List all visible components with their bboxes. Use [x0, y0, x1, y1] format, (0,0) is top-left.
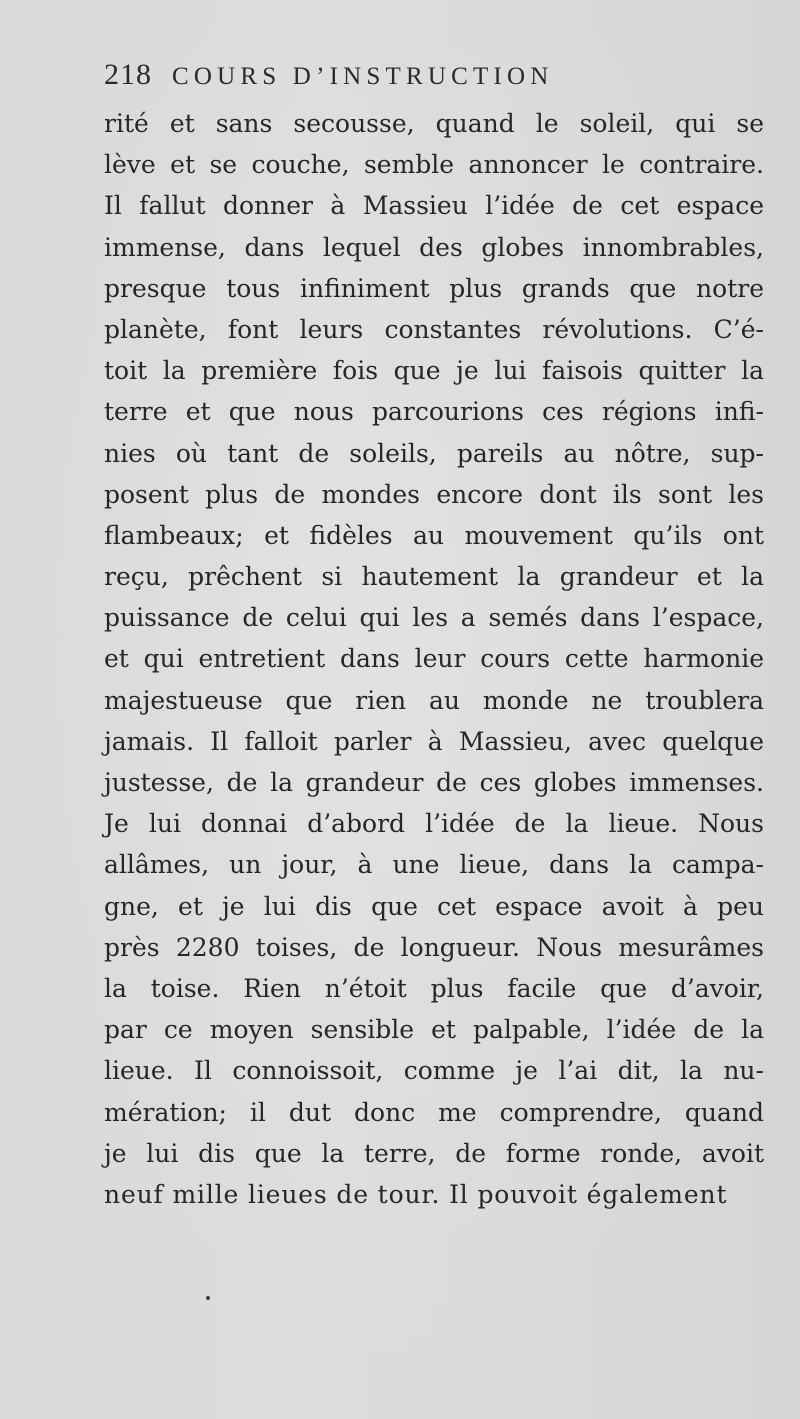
text-line: près 2280 toises, de longueur. Nous mesurâmes	[104, 932, 764, 962]
text-line: reçu, prêchent si hautement la grandeur et la	[104, 562, 764, 592]
text-line: mération; il dut donc me comprendre, quand	[104, 1097, 764, 1127]
text-line: immense, dans lequel des globes innombrables,	[104, 232, 764, 262]
text-line: puissance de celui qui les a semés dans l’espace,	[104, 603, 764, 633]
text-line: presque tous infiniment plus grands que notre	[104, 273, 764, 303]
text-line: gne, et je lui dis que cet espace avoit à peu	[104, 891, 764, 921]
text-line: Je lui donnai d’abord l’idée de la lieue. Nous	[104, 809, 764, 839]
text-line: toit la première fois que je lui faisois quitter la	[104, 356, 764, 386]
text-line: par ce moyen sensible et palpable, l’idée de la	[104, 1015, 764, 1045]
text-line: flambeaux; et fidèles au mouvement qu’ils ont	[104, 520, 764, 550]
text-line: posent plus de mondes encore dont ils sont les	[104, 479, 764, 509]
text-line: et qui entretient dans leur cours cette harmonie	[104, 644, 764, 674]
running-title: COURS D’INSTRUCTION	[172, 63, 554, 90]
text-line: rité et sans secousse, quand le soleil, qui se	[104, 109, 764, 138]
body-text	[104, 103, 764, 1215]
text-line: allâmes, un jour, à une lieue, dans la campa-	[104, 850, 764, 880]
text-line: majestueuse que rien au monde ne troublera	[104, 685, 764, 715]
text-line: jamais. Il falloit parler à Massieu, avec quelque	[104, 726, 764, 756]
text-line: nies où tant de soleils, pareils au nôtre, sup-	[104, 438, 764, 468]
text-line: la toise. Rien n’étoit plus facile que d’avoir,	[104, 973, 764, 1003]
text-line: planète, font leurs constantes révolutions. C’é-	[104, 314, 764, 344]
ink-speck	[206, 1296, 210, 1300]
text-line: lève et se couche, semble annoncer le contraire.	[104, 150, 764, 180]
text-line: je lui dis que la terre, de forme ronde, avoit	[104, 1138, 764, 1168]
page-number: 218	[104, 58, 152, 91]
running-head	[104, 58, 764, 98]
text-line: neuf mille lieues de tour. Il pouvoit également	[104, 1179, 728, 1209]
text-line: lieue. Il connoissoit, comme je l’ai dit, la nu-	[104, 1056, 764, 1086]
text-line: terre et que nous parcourions ces régions infi-	[104, 397, 764, 427]
text-line: Il fallut donner à Massieu l’idée de cet espace	[104, 191, 764, 221]
text-line: justesse, de la grandeur de ces globes immenses.	[104, 768, 764, 797]
